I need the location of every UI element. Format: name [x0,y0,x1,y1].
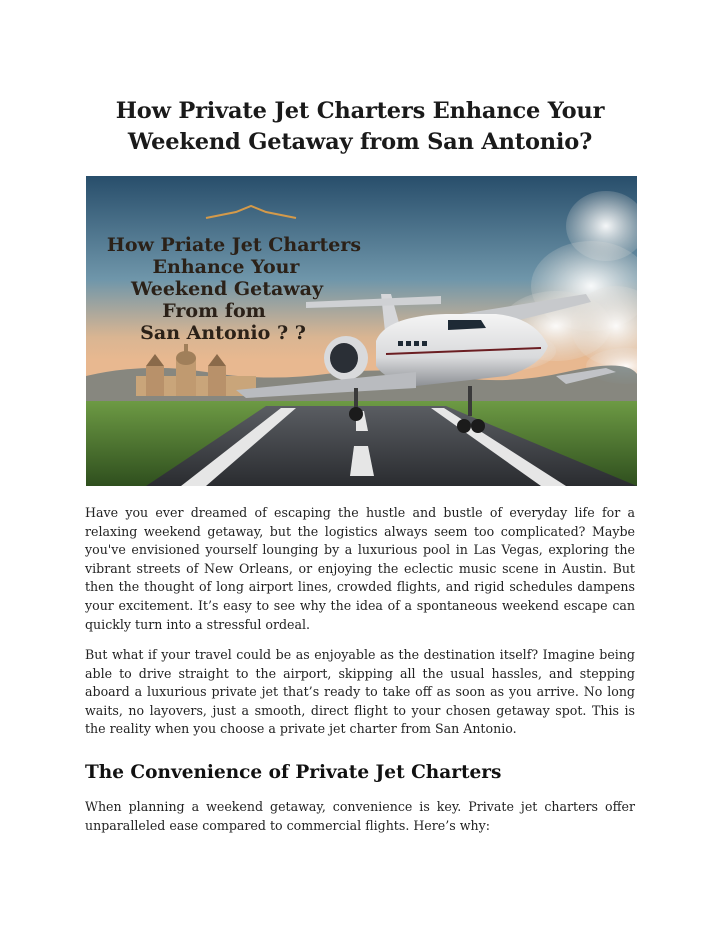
section-paragraph: When planning a weekend getaway, convenience is key. Private jet charters offer unparalleled ease compared to commercial flights. Here’s why: [85,799,635,833]
paragraph-intro: Have you ever dreamed of escaping the hustle and bustle of everyday life for a relaxing weekend getaway, but the logistics always seem too complicated? Maybe you've envisioned yourself lounging by a luxurious pool in Las Vegas, exploring the vibrant streets of New Orleans, or enjoying the eclectic music scene in Austin. But then the thought of long airport lines, crowded flights, and rigid schedules dampens your excitement. It’s easy to see why the idea of a spontaneous weekend escape can quickly turn into a stressful ordeal. [85,505,635,632]
hero-image [86,176,637,486]
paragraph-what-if: But what if your travel could be as enjoyable as the destination itself? Imagine being able to drive straight to the airport, skipping all the usual hassles, and stepping aboard a luxurious private jet that’s ready to take off as soon as you arrive. No long waits, no layovers, just a smooth, direct flight to your chosen getaway spot. This is the reality when you choose a private jet charter from San Antonio. [85,647,635,737]
overlay-line-1: How Priate Jet Charters [106,234,362,256]
overlay-line-5: San Antonio ? ? [140,322,306,344]
overlay-line-3: Weekend Getaway [130,278,324,300]
overlay-line-4: From fom [162,300,266,322]
section-heading: The Convenience of Private Jet Charters [85,762,502,783]
hero-illustration [86,176,637,486]
overlay-line-2: Enhance Your [152,256,300,278]
document-title: How Private Jet Charters Enhance Your Weekend Getaway from San Antonio? [115,98,605,155]
